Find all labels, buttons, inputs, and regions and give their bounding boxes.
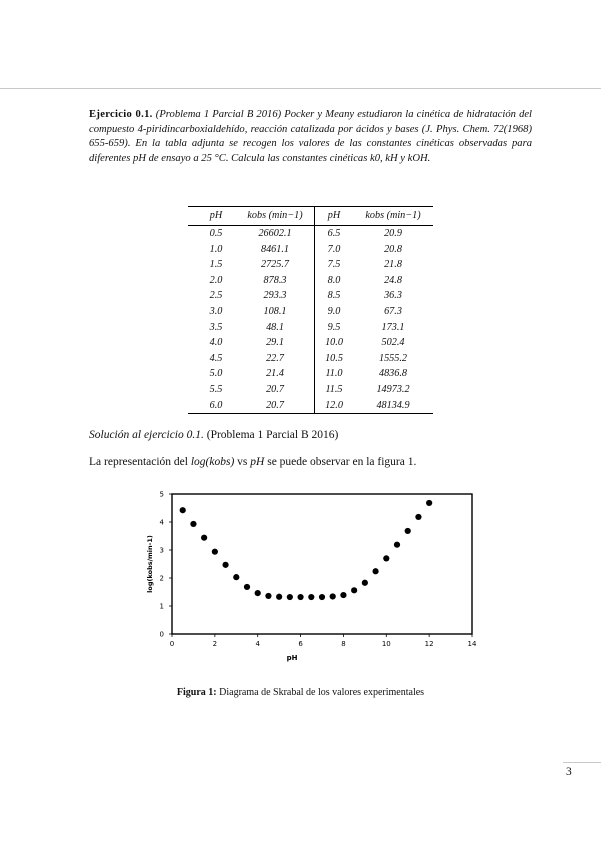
y-tick-label: 1 [159, 602, 164, 611]
table-cell: 22.7 [266, 352, 284, 364]
table-header-row [188, 207, 433, 226]
table-cell: 8461.1 [260, 243, 289, 255]
table-cell: 67.3 [384, 305, 402, 317]
data-point [201, 535, 207, 541]
table-cell: 6.0 [188, 398, 236, 414]
data-point [276, 594, 282, 600]
header-kobs-2: kobs (min−1) [353, 207, 433, 226]
data-point [330, 593, 336, 599]
table-cell: 5.0 [209, 368, 223, 380]
figure-caption [0, 687, 601, 698]
table-cell: 2.0 [209, 274, 223, 286]
header-ph-1: pH [188, 207, 236, 226]
exercise-statement: (Problema 1 Parcial B 2016) Pocker y Meany estudiaron la cinética de hidratación del compuesto 4-piridincarboxialdehído, reacción catalizada por ácidos y bases (J. Phys. Chem. 72(1968) 655-659). En la tabla adjunta se recogen los valores de las constantes cinéticas observadas para diferentes pH de ensayo a 25 °C. Calcula las constantes cinéticas [89, 109, 533, 165]
x-tick-label: 0 [169, 640, 175, 648]
table-cell: 10.5 [315, 351, 354, 367]
exercise-paragraph [89, 108, 532, 167]
table-cell: 36.3 [384, 290, 402, 302]
table-cell: 9.5 [315, 320, 354, 336]
table-cell: 48.1 [266, 321, 284, 333]
table-row [188, 351, 433, 367]
data-point [415, 514, 421, 520]
table-cell: 173.1 [381, 321, 405, 333]
table-cell: 21.8 [384, 259, 402, 271]
repr-suffix: se puede observar en la figura 1. [267, 456, 417, 468]
y-tick-label: 3 [159, 546, 164, 555]
table-row [188, 273, 433, 289]
table-cell: 8.5 [315, 288, 354, 304]
data-point [394, 542, 400, 548]
header-rule [0, 88, 601, 89]
table-cell: 4.0 [209, 337, 223, 349]
data-point [351, 587, 357, 593]
data-point [244, 584, 250, 590]
table-cell: 4.5 [209, 352, 223, 364]
table-row [188, 320, 433, 336]
table-row [188, 366, 433, 382]
y-tick-label: 5 [159, 490, 164, 499]
header-kobs-1: kobs (min−1) [236, 207, 315, 226]
data-point [297, 594, 303, 600]
table-cell: 502.4 [381, 337, 405, 349]
table-cell: 1555.2 [378, 352, 407, 364]
table-cell: 4836.8 [378, 368, 407, 380]
data-point [180, 507, 186, 513]
footer-rule [563, 762, 601, 763]
table-cell: 7.5 [315, 257, 354, 273]
table-cell: 7.0 [315, 242, 354, 258]
table-row [188, 226, 433, 242]
data-point [340, 592, 346, 598]
table-row [188, 288, 433, 304]
table-cell: 8.0 [315, 273, 354, 289]
table-row [188, 304, 433, 320]
table-cell: 20.7 [266, 383, 284, 395]
x-tick-label: 14 [467, 640, 477, 648]
table-cell: 1.0 [209, 243, 223, 255]
y-tick-label: 0 [159, 630, 164, 639]
page-number: 3 [566, 766, 572, 778]
header-ph-2: pH [315, 207, 354, 226]
table-row [188, 242, 433, 258]
table-cell: 5.5 [209, 383, 223, 395]
x-tick-label: 10 [381, 640, 391, 648]
x-tick-label: 2 [212, 640, 218, 648]
figure-caption-text: Diagrama de Skrabal de los valores experimentales [219, 687, 425, 698]
table-body [188, 226, 433, 414]
data-point [308, 594, 314, 600]
data-point [222, 562, 228, 568]
plot-frame [172, 494, 472, 634]
data-point [426, 500, 432, 506]
table-cell: 2.5 [209, 290, 223, 302]
x-tick-label: 4 [255, 640, 260, 648]
y-tick-label: 2 [159, 574, 164, 583]
representation-text [89, 456, 416, 468]
table-cell: 6.5 [315, 226, 354, 242]
table-row [188, 335, 433, 351]
table-cell: 0.5 [209, 228, 223, 239]
table-cell: 3.0 [209, 305, 223, 317]
table-cell: 9.0 [315, 304, 354, 320]
repr-middle: vs [237, 456, 248, 468]
x-tick-label: 6 [298, 640, 303, 648]
table-cell: 2725.7 [260, 259, 289, 271]
data-point [287, 594, 293, 600]
repr-var: pH [250, 456, 265, 468]
table-cell: 12.0 [315, 398, 354, 414]
table-cell: 20.8 [384, 243, 402, 255]
repr-expr: log(kobs) [190, 456, 235, 468]
table-cell: 10.0 [315, 335, 354, 351]
figure-label: Figura 1: [176, 687, 217, 698]
table-cell: 293.3 [263, 290, 287, 302]
exercise-constants: k0, kH y kOH. [370, 153, 431, 165]
data-point [233, 574, 239, 580]
data-point [319, 594, 325, 600]
table-cell: 11.0 [315, 366, 354, 382]
table-cell: 48134.9 [353, 398, 433, 414]
table-cell: 878.3 [263, 274, 287, 286]
skrabal-chart [140, 486, 485, 666]
table-row [188, 382, 433, 398]
table-cell: 3.5 [209, 321, 223, 333]
table-cell: 1.5 [209, 259, 223, 271]
solution-source: (Problema 1 Parcial B 2016) [206, 429, 339, 441]
table-cell: 21.4 [266, 368, 284, 380]
data-point [405, 528, 411, 534]
table-row [188, 257, 433, 273]
y-tick-label: 4 [159, 518, 164, 527]
data-point [255, 590, 261, 596]
data-point [190, 521, 196, 527]
repr-prefix: La representación del [89, 456, 188, 468]
solution-heading [89, 429, 338, 441]
data-point [383, 555, 389, 561]
table-cell: 14973.2 [376, 383, 410, 395]
solution-label: Solución al ejercicio 0.1. [89, 429, 204, 441]
data-point [372, 568, 378, 574]
table-cell: 11.5 [315, 382, 354, 398]
table-cell: 20.9 [384, 228, 402, 239]
x-axis-label: pH [286, 654, 298, 662]
table-cell: 108.1 [263, 305, 287, 317]
x-tick-label: 8 [341, 640, 346, 648]
data-point [265, 593, 271, 599]
data-point [362, 580, 368, 586]
data-point [212, 549, 218, 555]
table-cell: 29.1 [266, 337, 284, 349]
table-cell: 26602.1 [258, 228, 292, 239]
table-cell: 20.7 [236, 398, 315, 414]
table-cell: 24.8 [384, 274, 402, 286]
y-axis-label: log(kobs/min-1) [146, 535, 154, 593]
exercise-title: Ejercicio 0.1. [89, 109, 153, 120]
x-tick-label: 12 [424, 640, 434, 648]
kinetics-table [188, 206, 433, 414]
table-row [188, 398, 433, 414]
